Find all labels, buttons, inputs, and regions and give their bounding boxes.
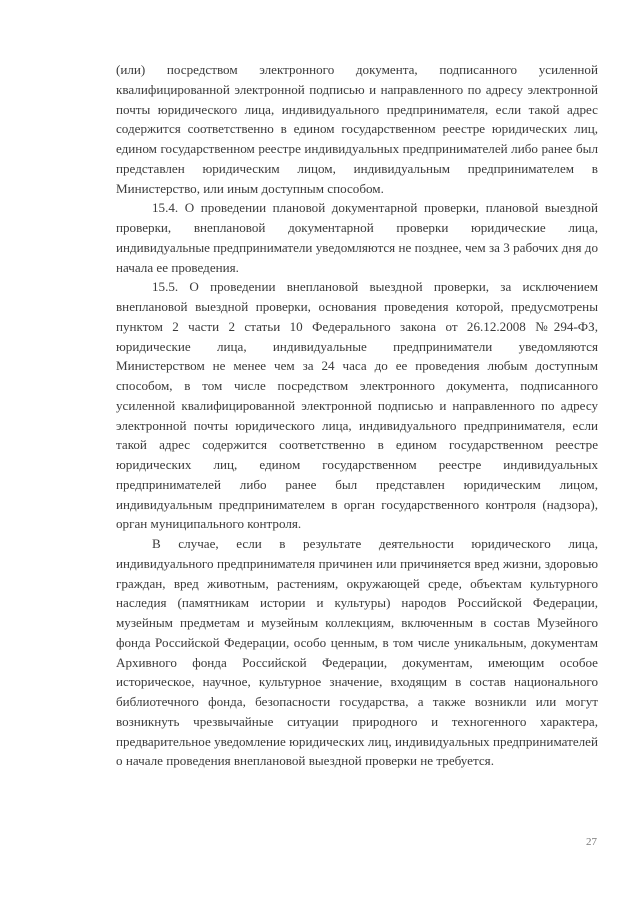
document-body bbox=[116, 60, 598, 771]
page-number: 27 bbox=[586, 836, 597, 848]
paragraph-exception: В случае, если в результате деятельности юридического лица, индивидуального предпринимателя причинен или причиняется вред жизни, здоровью граждан, вред животным, растениям, окружающей среде, объектам культурного наследия (памятникам истории и культуры) народов Российской Федерации, музейным предметам и музейным коллекциям, включенным в состав Музейного фонда Российской Федерации, особо ценным, в том числе уникальным, документам Архивного фонда Российской Федерации, документам, имеющим особое историческое, научное, культурное значение, входящим в состав национального библиотечного фонда, безопасности государства, а также возникли или могут возникнуть чрезвычайные ситуации природного и техногенного характера, предварительное уведомление юридических лиц, индивидуальных предпринимателей о начале проведения внеплановой выездной проверки не требуется. bbox=[116, 536, 598, 769]
paragraph-15-5: 15.5. О проведении внеплановой выездной проверки, за исключением внеплановой выездной проверки, основания проведения которой, предусмотрены пунктом 2 части 2 статьи 10 Федерального закона от 26.12.2008 №294-ФЗ, юридические лица, индивидуальные предприниматели уведомляются Министерством не менее чем за 24 часа до ее проведения любым доступным способом, в том числе посредством электронного документа, подписанного усиленной квалифицированной электронной подписью и направленного по адресу электронной почты юридического лица, индивидуального предпринимателя, если такой адрес содержится соответственно в едином государственном реестре юридических лиц, едином государственном реестре индивидуальных предпринимателей либо ранее был представлен юридическим лицом, индивидуальным предпринимателем в орган государственного контроля (надзора), орган муниципального контроля. bbox=[116, 279, 598, 532]
paragraph-continuation: (или) посредством электронного документа, подписанного усиленной квалифицированной электронной подписью и направленного по адресу электронной почты юридического лица, индивидуального предпринимателя, если такой адрес содержится соответственно в едином государственном реестре юридических лиц, едином государственном реестре индивидуальных предпринимателей либо ранее был представлен юридическим лицом, индивидуальным предпринимателем в Министерство, или иным доступным способом. bbox=[116, 62, 598, 196]
paragraph-15-4: 15.4. О проведении плановой документарной проверки, плановой выездной проверки, внеплановой документарной проверки юридические лица, индивидуальные предприниматели уведомляются не позднее, чем за 3 рабочих дня до начала ее проведения. bbox=[116, 200, 598, 275]
